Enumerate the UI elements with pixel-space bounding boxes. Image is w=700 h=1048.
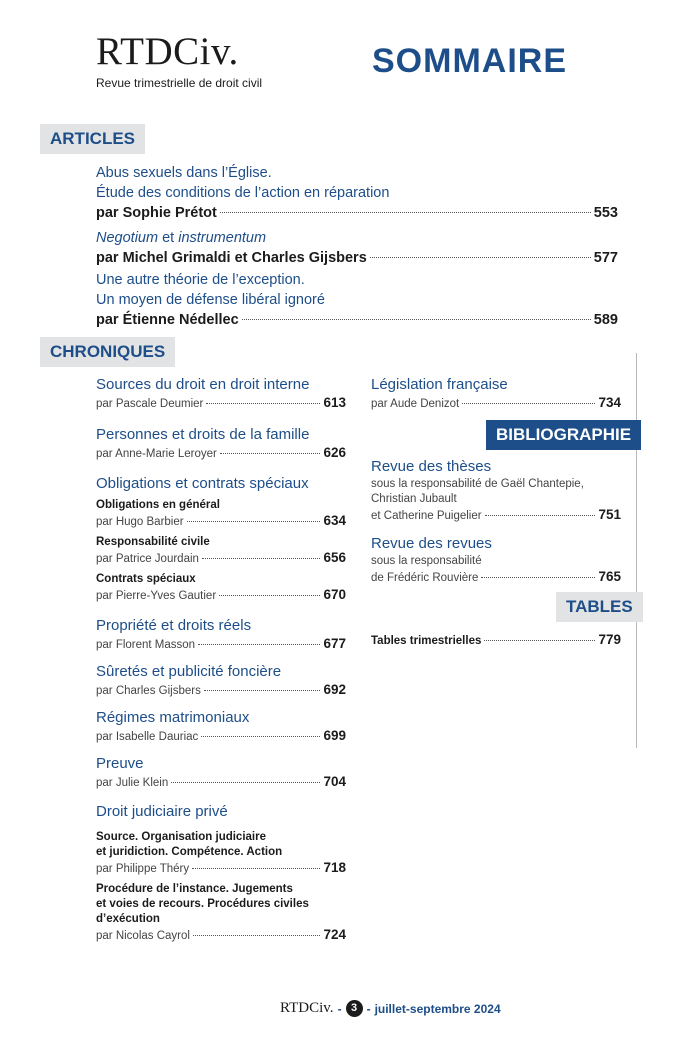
biblio-theses[interactable] (371, 457, 621, 524)
article-2[interactable] (96, 228, 618, 268)
dot-leader (481, 577, 595, 578)
sub-page: 724 (323, 927, 346, 942)
sub-title-line: et juridiction. Compétence. Action (96, 846, 283, 858)
chronique-page: 626 (323, 445, 346, 460)
chronique-author: par Charles Gijsbers (96, 685, 201, 697)
dot-leader (198, 644, 320, 645)
chronique-legislation[interactable] (371, 375, 621, 412)
sub-author: par Patrice Jourdain (96, 553, 199, 565)
biblio-entry (371, 507, 621, 524)
sub-page: 670 (323, 587, 346, 602)
tables-column (371, 632, 621, 649)
biblio-line: Christian Jubault (371, 493, 457, 505)
biblio-line: sous la responsabilité (371, 555, 482, 567)
sub-entry[interactable] (96, 498, 346, 530)
dot-leader (201, 736, 320, 737)
dot-leader (193, 935, 321, 936)
chronique-entry (96, 445, 346, 462)
biblio-page: 765 (598, 569, 621, 584)
chronique-title: Législation française (371, 376, 508, 393)
sub-author: par Philippe Théry (96, 863, 190, 875)
dot-leader (484, 640, 595, 641)
dot-leader (187, 521, 321, 522)
chronique-personnes[interactable] (96, 425, 346, 462)
sub-title-line: et voies de recours. Procédures civiles (96, 898, 309, 910)
chronique-regimes[interactable] (96, 708, 346, 745)
article-1-title-line-1: Abus sexuels dans l’Église. (96, 165, 272, 181)
sub-entry-line (96, 513, 346, 530)
chroniques-left-column (96, 375, 346, 944)
sub-author: par Nicolas Cayrol (96, 930, 190, 942)
sub-entry-line (96, 860, 346, 877)
chronique-entry (96, 774, 346, 791)
article-1-page: 553 (593, 205, 618, 221)
sub-title: Obligations en général (96, 499, 220, 511)
article-1-author: par Sophie Prétot (96, 205, 217, 221)
chronique-title: Droit judiciaire privé (96, 803, 228, 820)
sub-title-line: Procédure de l’instance. Jugements (96, 883, 293, 895)
tables-label: Tables trimestrielles (371, 635, 482, 647)
chronique-author: par Aude Denizot (371, 398, 460, 410)
chronique-author: par Julie Klein (96, 777, 169, 789)
section-tab-tables: TABLES (556, 592, 643, 622)
chronique-title: Propriété et droits réels (96, 617, 252, 634)
sub-page: 718 (323, 860, 346, 875)
sub-entry[interactable] (96, 830, 346, 877)
biblio-title: Revue des revues (371, 535, 492, 552)
biblio-author: et Catherine Puigelier (371, 510, 482, 522)
section-tab-articles: ARTICLES (40, 124, 145, 154)
footer-brand: RTDCiv. (280, 1000, 334, 1016)
tables-entry[interactable] (371, 632, 621, 649)
chronique-author: par Isabelle Dauriac (96, 731, 199, 743)
article-1-entry (96, 203, 618, 223)
biblio-line: sous la responsabilité de Gaël Chantepie, (371, 478, 584, 490)
chronique-droit-judiciaire[interactable] (96, 802, 346, 944)
chronique-entry (96, 395, 346, 412)
chronique-page: 734 (598, 395, 621, 410)
article-3-page: 589 (593, 312, 618, 328)
article-3-entry (96, 310, 618, 330)
article-2-title-part-3: instrumentum (178, 230, 267, 246)
dot-leader (220, 453, 321, 454)
article-3-title-line-2: Un moyen de défense libéral ignoré (96, 292, 325, 308)
dot-leader (202, 558, 321, 559)
sub-entry-line (96, 587, 346, 604)
page-footer (280, 1000, 501, 1017)
biblio-page: 751 (598, 507, 621, 522)
article-3-author: par Étienne Nédellec (96, 312, 239, 328)
dot-leader (370, 257, 591, 258)
biblio-author: de Frédéric Rouvière (371, 572, 479, 584)
chronique-obligations[interactable] (96, 474, 346, 604)
sub-title: Responsabilité civile (96, 536, 210, 548)
dot-leader (242, 319, 591, 320)
issue-number-badge: 3 (346, 1000, 363, 1017)
footer-separator: - (337, 1001, 342, 1016)
sub-entry-line (96, 550, 346, 567)
chronique-suretes[interactable] (96, 662, 346, 699)
chronique-entry (96, 728, 346, 745)
footer-date: juillet-septembre 2024 (374, 1001, 501, 1016)
article-2-entry (96, 248, 618, 268)
masthead (96, 30, 262, 90)
dot-leader (462, 403, 595, 404)
chronique-title: Personnes et droits de la famille (96, 426, 310, 443)
dot-leader (219, 595, 320, 596)
dot-leader (204, 690, 321, 691)
sub-author: par Hugo Barbier (96, 516, 184, 528)
sub-entry-line (96, 927, 346, 944)
chronique-page: 692 (323, 682, 346, 697)
article-3[interactable] (96, 270, 618, 330)
chronique-page: 613 (323, 395, 346, 410)
section-tab-chroniques: CHRONIQUES (40, 337, 175, 367)
chronique-author: par Florent Masson (96, 639, 196, 651)
tables-page: 779 (598, 632, 621, 647)
journal-subtitle: Revue trimestrielle de droit civil (96, 76, 263, 90)
section-tab-bibliographie: BIBLIOGRAPHIE (486, 420, 641, 450)
dot-leader (171, 782, 320, 783)
footer-separator: - (366, 1001, 371, 1016)
sub-page: 634 (323, 513, 346, 528)
sub-page: 656 (323, 550, 346, 565)
chronique-title: Sûretés et publicité foncière (96, 663, 282, 680)
chronique-entry (96, 636, 346, 653)
chronique-title: Preuve (96, 755, 144, 772)
dot-leader (192, 868, 320, 869)
sub-entry[interactable] (96, 535, 346, 567)
chronique-page: 699 (323, 728, 346, 743)
chronique-author: par Pascale Deumier (96, 398, 204, 410)
dot-leader (485, 515, 596, 516)
article-1-title-line-2: Étude des conditions de l’action en réparation (96, 185, 390, 201)
sub-entry[interactable] (96, 882, 346, 944)
biblio-revues[interactable] (371, 534, 621, 586)
article-2-title (96, 228, 618, 248)
chronique-title: Sources du droit en droit interne (96, 376, 310, 393)
sub-title-line: d’exécution (96, 913, 160, 925)
sub-entry[interactable] (96, 572, 346, 604)
chronique-sources[interactable] (96, 375, 346, 412)
chronique-entry (371, 395, 621, 412)
article-2-title-part-1: Negotium (96, 230, 159, 246)
article-2-author: par Michel Grimaldi et Charles Gijsbers (96, 250, 367, 266)
sub-title: Contrats spéciaux (96, 573, 196, 585)
biblio-entry (371, 569, 621, 586)
chroniques-right-column (371, 375, 621, 412)
chronique-propriete[interactable] (96, 616, 346, 653)
article-1[interactable] (96, 163, 618, 223)
dot-leader (206, 403, 320, 404)
sub-title-line: Source. Organisation judiciaire (96, 831, 266, 843)
chronique-title: Régimes matrimoniaux (96, 709, 250, 726)
article-3-title-line-1: Une autre théorie de l’exception. (96, 272, 305, 288)
page-title: SOMMAIRE (372, 42, 567, 80)
sub-author: par Pierre-Yves Gautier (96, 590, 217, 602)
biblio-title: Revue des thèses (371, 458, 492, 475)
dot-leader (220, 212, 591, 213)
chronique-title: Obligations et contrats spéciaux (96, 475, 309, 492)
chronique-author: par Anne-Marie Leroyer (96, 448, 217, 460)
chronique-preuve[interactable] (96, 754, 346, 791)
article-2-title-part-2: et (158, 230, 179, 246)
chronique-page: 677 (323, 636, 346, 651)
journal-title: RTDCiv. (96, 30, 239, 73)
article-2-page: 577 (593, 250, 618, 266)
column-divider (636, 353, 637, 748)
chronique-entry (96, 682, 346, 699)
bibliographie-column (371, 457, 621, 586)
chronique-page: 704 (323, 774, 346, 789)
